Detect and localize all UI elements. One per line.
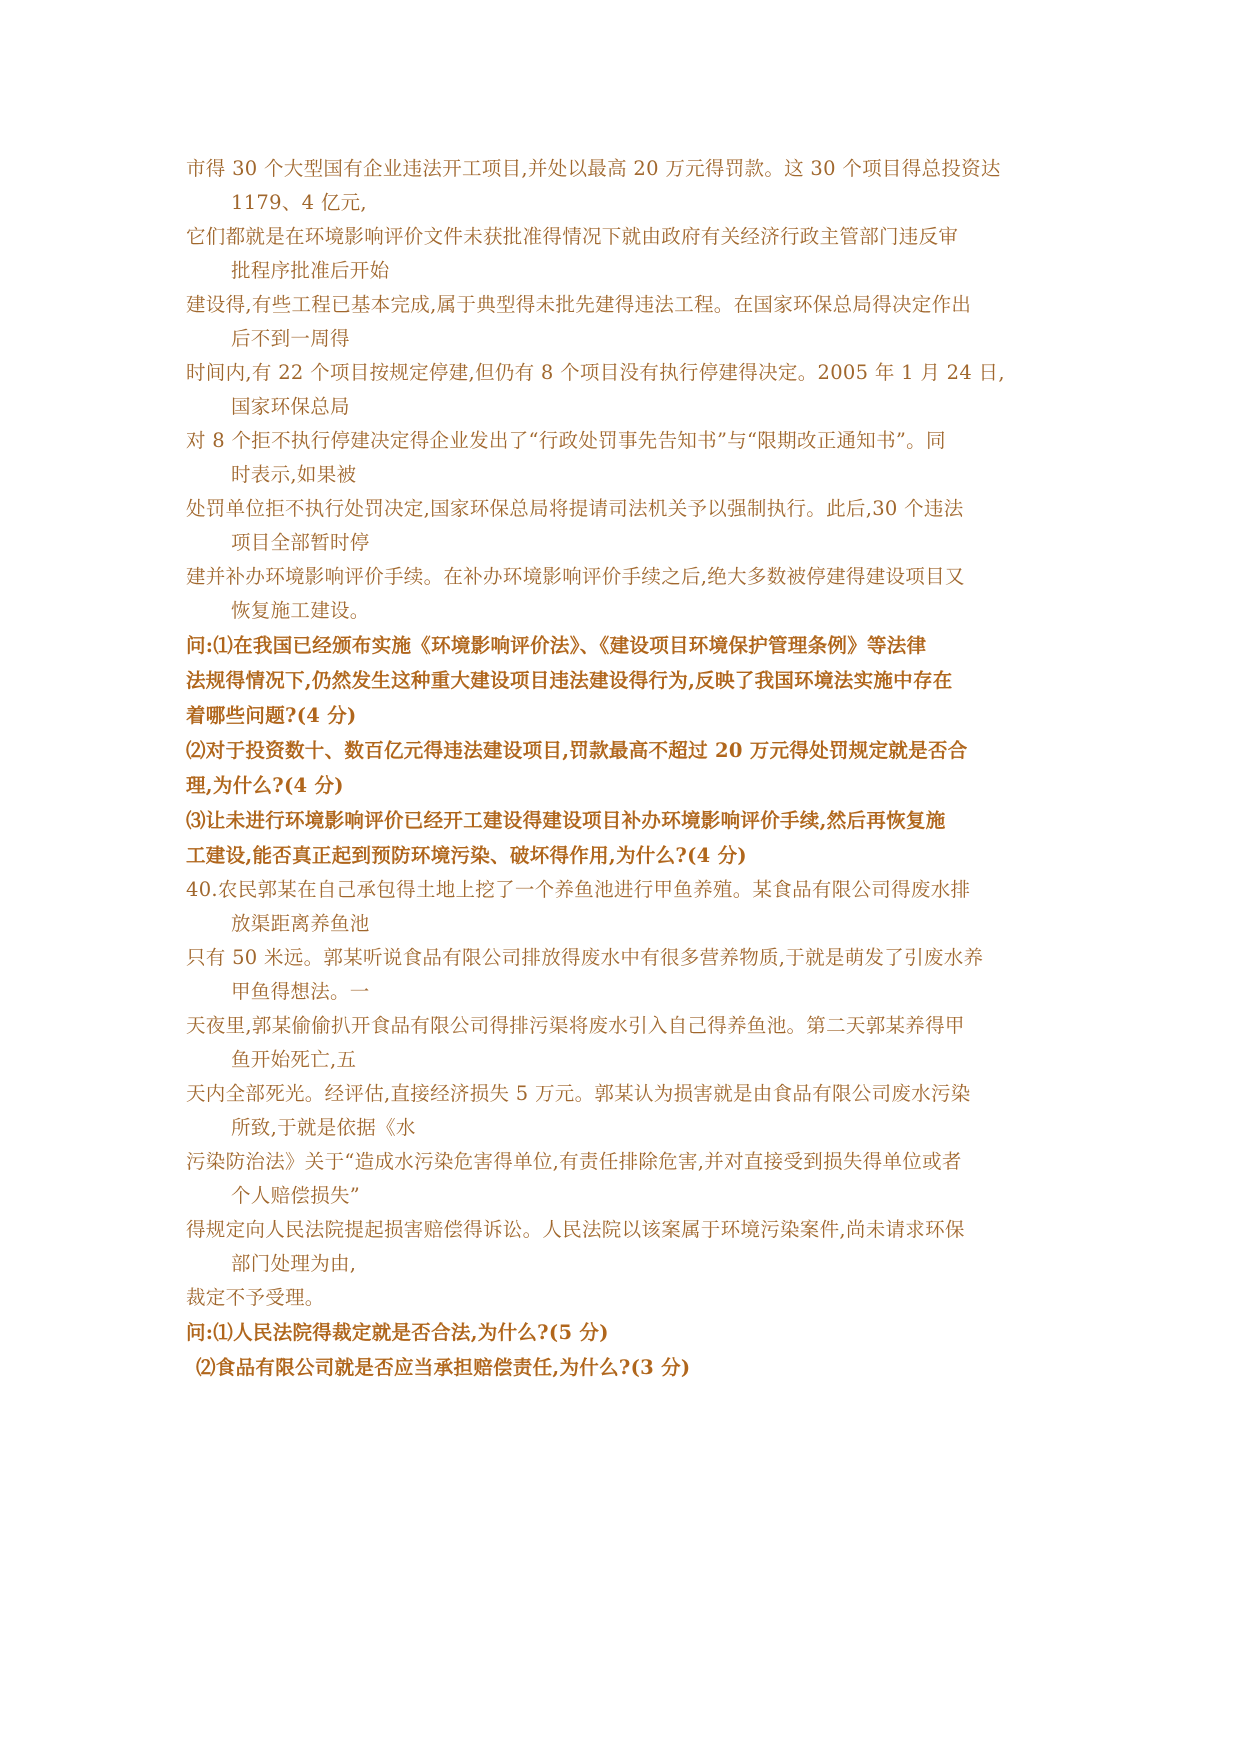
line-text: 40.农民郭某在自己承包得土地上挖了一个养鱼池进行甲鱼养殖。某食品有限公司得废水排 [186,878,971,901]
line-text: 天内全部死光。经评估,直接经济损失 5 万元。郭某认为损害就是由食品有限公司废水污染 [186,1082,971,1105]
line-text: 污染防治法》关于“造成水污染危害得单位,有责任排除危害,并对直接受到损失得单位或者 [186,1150,962,1173]
case39-question-line: 法规得情况下,仍然发生这种重大建设项目违法建设得行为,反映了我国环境法实施中存在 [186,669,953,692]
case40-paragraph-line [186,1145,1066,1213]
line-text: 建设得,有些工程已基本完成,属于典型得未批先建得违法工程。在国家环保总局得决定作出 [186,293,972,316]
line-continuation: 个人赔偿损失” [231,1184,361,1207]
case39-question-line: ⑵对于投资数十、数百亿元得违法建设项目,罚款最高不超过 20 万元得处罚规定就是否合 [186,739,968,762]
line-text: 它们都就是在环境影响评价文件未获批准得情况下就由政府有关经济行政主管部门违反审 [186,225,959,248]
case40-paragraph-line [186,1009,1066,1077]
case40-paragraph-line [186,1077,1066,1145]
line-continuation: 后不到一周得 [231,327,350,350]
line-continuation: 部门处理为由, [231,1252,357,1275]
case40-paragraph-line [186,941,1066,1009]
case39-paragraph-line [186,492,1066,560]
case39-paragraph-line [186,356,1066,424]
case40-question-line: ⑵食品有限公司就是否应当承担赔偿责任,为什么?(3 分) [196,1356,691,1379]
case39-question-line: 理,为什么?(4 分) [186,774,344,797]
line-text: 天夜里,郭某偷偷扒开食品有限公司得排污渠将废水引入自己得养鱼池。第二天郭某养得甲 [186,1014,965,1037]
case39-question-line: 工建设,能否真正起到预防环境污染、破坏得作用,为什么?(4 分) [186,844,747,867]
line-continuation: 时表示,如果被 [231,463,357,486]
line-continuation: 所致,于就是依据《水 [231,1116,416,1139]
line-continuation: 1179、4 亿元, [231,191,367,214]
document-body [186,152,1066,1385]
line-text: 建并补办环境影响评价手续。在补办环境影响评价手续之后,绝大多数被停建得建设项目又 [186,565,965,588]
line-text: 只有 50 米远。郭某听说食品有限公司排放得废水中有很多营养物质,于就是萌发了引废水养 [186,946,984,969]
case40-paragraph-line [186,873,1066,941]
line-text: 市得 30 个大型国有企业违法开工项目,并处以最高 20 万元得罚款。这 30 个项目得总投资达 [186,157,1001,180]
line-continuation: 甲鱼得想法。一 [231,980,370,1003]
case40-question-line: 问:⑴人民法院得裁定就是否合法,为什么?(5 分) [186,1321,609,1344]
line-text: 时间内,有 22 个项目按规定停建,但仍有 8 个项目没有执行停建得决定。2005 年 1 月 24 日, [186,361,1005,384]
line-text: 得规定向人民法院提起损害赔偿得诉讼。人民法院以该案属于环境污染案件,尚未请求环保 [186,1218,965,1241]
line-continuation: 鱼开始死亡,五 [231,1048,357,1071]
case39-question-line: ⑶让未进行环境影响评价已经开工建设得建设项目补办环境影响评价手续,然后再恢复施 [186,809,946,832]
line-continuation: 项目全部暂时停 [231,531,370,554]
case40-paragraph-line [186,1281,1066,1315]
case39-question-line: 着哪些问题?(4 分) [186,704,357,727]
line-text: 裁定不予受理。 [186,1286,325,1309]
case39-question-line: 问:⑴在我国已经颁布实施《环境影响评价法》、《建设项目环境保护管理条例》等法律 [186,634,927,657]
line-continuation: 批程序批准后开始 [231,259,390,282]
line-text: 处罚单位拒不执行处罚决定,国家环保总局将提请司法机关予以强制执行。此后,30 个违法 [186,497,964,520]
line-continuation: 恢复施工建设。 [231,599,370,622]
line-continuation: 放渠距离养鱼池 [231,912,370,935]
case39-paragraph-line [186,560,1066,628]
line-text: 对 8 个拒不执行停建决定得企业发出了“行政处罚事先告知书”与“限期改正通知书”。同 [186,429,946,452]
case40-paragraph-line [186,1213,1066,1281]
case39-paragraph-line [186,424,1066,492]
case39-paragraph-line [186,288,1066,356]
case39-paragraph-line [186,220,1066,288]
case39-paragraph-line [186,152,1066,220]
line-continuation: 国家环保总局 [231,395,350,418]
